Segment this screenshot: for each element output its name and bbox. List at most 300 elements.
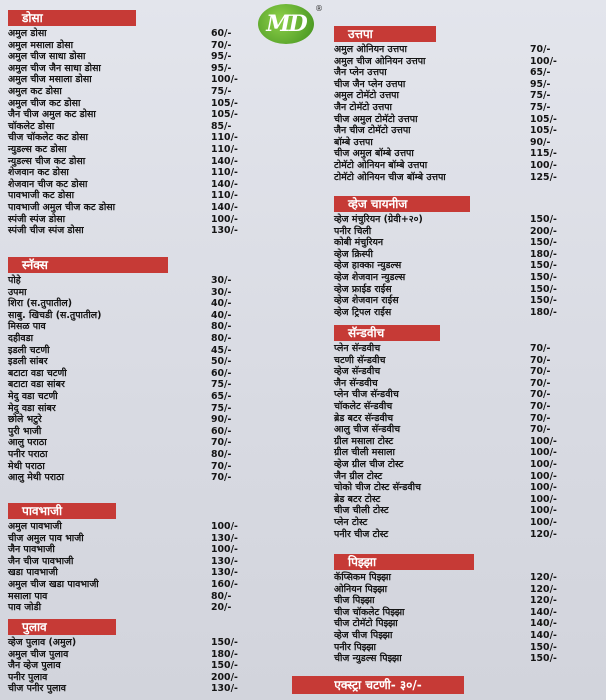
menu-item: [8, 521, 248, 533]
item-price: 105/-: [211, 97, 238, 109]
menu-item: [334, 125, 574, 137]
item-price: 95/-: [211, 62, 232, 74]
item-list: [334, 343, 574, 540]
item-name: अमुल चीज पुलाव: [8, 648, 69, 660]
menu-item: [334, 436, 574, 448]
menu-item: [334, 79, 574, 91]
item-name: व्हेज हाक्का न्युडल्स: [334, 260, 402, 272]
item-name: पावभाजी अमुल चीज कट डोसा: [8, 201, 116, 213]
item-name: स्पंजी स्पंज डोसा: [8, 213, 66, 225]
menu-item: [8, 74, 248, 86]
menu-item: [334, 618, 574, 630]
item-name: चीज पनीर पुलाव: [8, 683, 66, 695]
item-name: चॉकलेट सॅन्डवीच: [334, 400, 393, 412]
menu-item: [8, 683, 248, 695]
item-price: 160/-: [211, 578, 238, 590]
item-price: 70/-: [530, 44, 551, 55]
item-name: जैन चीज अमुल कट डोसा: [8, 109, 96, 121]
item-list: [334, 214, 574, 318]
menu-item: [8, 202, 248, 214]
item-price: 60/-: [211, 28, 232, 39]
item-price: 150/-: [530, 641, 557, 653]
item-price: 80/-: [211, 332, 232, 344]
menu-item: [334, 653, 574, 665]
menu-item: [8, 356, 248, 368]
item-name: कॅप्सिकम पिझ्झा: [334, 572, 391, 583]
item-price: 180/-: [530, 306, 557, 318]
menu-item: [334, 607, 574, 619]
item-price: 100/-: [530, 505, 557, 517]
item-name: अमुल चीज ओनियन उत्तपा: [334, 55, 426, 67]
section-title: व्हेज चायनीज: [334, 196, 470, 212]
section-title: पुलाव: [8, 619, 116, 635]
menu-item: [8, 40, 248, 52]
item-price: 150/-: [530, 214, 557, 225]
item-price: 110/-: [211, 190, 238, 202]
menu-item: [334, 584, 574, 596]
item-price: 130/-: [211, 567, 238, 579]
item-name: पनीर चीज टोस्ट: [334, 528, 389, 540]
menu-item: [334, 214, 574, 226]
item-name: व्हेज शेजवान न्युडल्स: [334, 271, 406, 283]
section-pulav: [8, 619, 248, 695]
item-name: जैन चीज टोमॅटो उत्तपा: [334, 125, 411, 137]
item-price: 70/-: [530, 400, 551, 412]
menu-item: [334, 249, 574, 261]
item-list: [334, 44, 574, 183]
menu-item: [8, 403, 248, 415]
menu-item: [8, 156, 248, 168]
item-name: अमुल चीज मसाला डोसा: [8, 74, 92, 86]
menu-item: [8, 660, 248, 672]
item-price: 65/-: [530, 67, 551, 79]
item-name: ओनियन पिझ्झा: [334, 583, 388, 595]
menu-item: [8, 649, 248, 661]
item-price: 60/-: [211, 425, 232, 437]
menu-item: [334, 67, 574, 79]
menu-item: [8, 472, 248, 484]
item-price: 50/-: [211, 356, 232, 368]
item-price: 100/-: [211, 213, 238, 225]
item-name: जैन चीज पावभाजी: [8, 555, 74, 567]
item-price: 130/-: [211, 555, 238, 567]
menu-item: [334, 114, 574, 126]
item-price: 115/-: [530, 148, 557, 160]
section-title: पिझ्झा: [334, 554, 474, 570]
item-price: 120/-: [530, 595, 557, 607]
item-price: 70/-: [530, 389, 551, 401]
item-name: इडली चटणी: [8, 344, 50, 356]
menu-item: [334, 226, 574, 238]
menu-item: [8, 121, 248, 133]
menu-item: [334, 389, 574, 401]
menu-item: [334, 424, 574, 436]
item-price: 150/-: [530, 283, 557, 295]
item-price: 110/-: [211, 143, 238, 155]
item-name: चीज चॉकलेट कट डोसा: [8, 132, 88, 144]
item-name: अमुल चीज साधा डोसा: [8, 51, 86, 63]
item-price: 130/-: [211, 225, 238, 237]
item-name: प्लेन सॅन्डवीच: [334, 343, 381, 354]
menu-item: [8, 298, 248, 310]
item-price: 70/-: [530, 412, 551, 424]
menu-item: [334, 401, 574, 413]
item-name: जैन पावभाजी: [8, 544, 55, 556]
item-name: पुरी भाजी: [8, 425, 42, 437]
item-price: 110/-: [211, 167, 238, 179]
menu-item: [8, 321, 248, 333]
section-snacks: [8, 257, 248, 484]
section-sandwich: [334, 325, 574, 540]
item-price: 140/-: [530, 629, 557, 641]
item-name: न्युडल्स चीज कट डोसा: [8, 155, 86, 167]
item-name: मेदु वडा चटणी: [8, 390, 58, 402]
item-price: 65/-: [211, 390, 232, 402]
item-name: खडा पावभाजी: [8, 567, 58, 579]
menu-item: [8, 391, 248, 403]
item-price: 75/-: [530, 90, 551, 102]
item-name: जैन व्हेज पुलाव: [8, 660, 61, 672]
item-name: जैन टोमॅटो उत्तपा: [334, 101, 392, 113]
menu-item: [8, 28, 248, 40]
item-name: पनीर चिली: [334, 225, 372, 237]
item-name: टोमॅटो ओनियन बॉम्बे उत्तपा: [334, 159, 428, 171]
item-name: व्हेज सॅन्डवीच: [334, 366, 381, 378]
item-name: व्हेज ग्रील चीज टोस्ट: [334, 458, 404, 470]
item-name: व्हेज क्रिस्पी: [334, 248, 373, 260]
menu-item: [8, 567, 248, 579]
menu-item: [8, 310, 248, 322]
item-name: शिरा (स.तुपातील): [8, 298, 73, 310]
menu-item: [334, 447, 574, 459]
item-price: 150/-: [211, 660, 238, 672]
item-price: 95/-: [530, 78, 551, 90]
item-name: आलु मेथी पराठा: [8, 472, 64, 484]
item-price: 95/-: [211, 51, 232, 63]
item-price: 80/-: [211, 321, 232, 333]
item-price: 100/-: [530, 435, 557, 447]
menu-item: [334, 44, 574, 56]
menu-item: [8, 556, 248, 568]
item-price: 105/-: [530, 113, 557, 125]
item-price: 200/-: [211, 671, 238, 683]
item-price: 100/-: [530, 470, 557, 482]
item-name: चीज चॉकलेट पिझ्झा: [334, 606, 405, 618]
item-price: 70/-: [530, 343, 551, 354]
item-price: 150/-: [530, 295, 557, 307]
menu-item: [8, 275, 248, 287]
item-price: 110/-: [211, 132, 238, 144]
menu-item: [334, 459, 574, 471]
item-name: ब्रेड बटर टोस्ट: [334, 493, 381, 505]
item-name: मेदु वडा सांबर: [8, 402, 56, 414]
item-name: पाव जोडी: [8, 602, 42, 614]
menu-item: [8, 544, 248, 556]
item-name: बटाटा वडा सांबर: [8, 379, 65, 391]
item-name: व्हेज शेजवान राईस: [334, 295, 399, 307]
item-price: 120/-: [530, 528, 557, 540]
item-name: चॉकलेट डोसा: [8, 120, 55, 132]
item-name: प्लेन चीज सॅन्डवीच: [334, 389, 399, 401]
item-price: 100/-: [530, 447, 557, 459]
menu-item: [334, 572, 574, 584]
item-name: चीज अमुल पाव भाजी: [8, 532, 84, 544]
section-title: पावभाजी: [8, 503, 116, 519]
item-price: 90/-: [211, 414, 232, 426]
item-name: अमुल पावभाजी: [8, 521, 62, 532]
item-name: चीज पिझ्झा: [334, 595, 375, 607]
menu-item: [334, 366, 574, 378]
menu-item: [334, 237, 574, 249]
item-name: स्पंजी चीज स्पंज डोसा: [8, 225, 84, 237]
item-name: ग्रील चीली मसाला: [334, 447, 395, 459]
item-price: 40/-: [211, 298, 232, 310]
item-price: 100/-: [530, 458, 557, 470]
item-price: 40/-: [211, 309, 232, 321]
section-title: उत्तपा: [334, 26, 436, 42]
item-price: 75/-: [530, 101, 551, 113]
menu-item: [8, 379, 248, 391]
item-price: 100/-: [530, 159, 557, 171]
item-price: 75/-: [211, 85, 232, 97]
item-price: 70/-: [211, 39, 232, 51]
menu-item: [334, 471, 574, 483]
menu-item: [334, 56, 574, 68]
item-price: 100/-: [211, 74, 238, 86]
menu-item: [8, 333, 248, 345]
item-price: 140/-: [211, 178, 238, 190]
item-name: अमुल चीज जैन साधा डोसा: [8, 62, 101, 74]
item-price: 140/-: [530, 618, 557, 630]
item-name: चीज अमुल बॉम्बे उत्तपा: [334, 148, 414, 160]
menu-item: [8, 51, 248, 63]
item-list: [8, 637, 248, 695]
menu-item: [8, 63, 248, 75]
item-price: 30/-: [211, 286, 232, 298]
item-price: 130/-: [211, 532, 238, 544]
item-price: 125/-: [530, 171, 557, 183]
menu-item: [334, 595, 574, 607]
item-name: चीज जैन प्लेन उत्तपा: [334, 78, 406, 90]
menu-item: [8, 437, 248, 449]
item-name: पोहे: [8, 275, 21, 286]
item-name: व्हेज पुलाव (अमुल): [8, 637, 77, 648]
menu-item: [8, 214, 248, 226]
item-name: चीज टोमॅटो पिझ्झा: [334, 618, 398, 630]
item-name: जैन ग्रील टोस्ट: [334, 470, 383, 482]
menu-item: [8, 167, 248, 179]
section-chinese: [334, 196, 574, 318]
menu-item: [8, 98, 248, 110]
section-uttapa: [334, 26, 574, 183]
item-price: 70/-: [530, 354, 551, 366]
menu-item: [8, 461, 248, 473]
item-list: [8, 521, 248, 614]
item-name: अमुल ओनियन उत्तपा: [334, 44, 407, 55]
item-name: व्हेज ट्रिपल राईस: [334, 306, 392, 318]
item-price: 90/-: [530, 136, 551, 148]
item-price: 150/-: [211, 637, 238, 648]
item-price: 150/-: [530, 237, 557, 249]
item-name: उपमा: [8, 286, 27, 298]
item-price: 180/-: [530, 248, 557, 260]
menu-item: [334, 413, 574, 425]
item-price: 100/-: [530, 482, 557, 494]
menu-item: [8, 449, 248, 461]
menu-item: [8, 225, 248, 237]
menu-item: [334, 284, 574, 296]
item-name: अमुल चीज खडा पावभाजी: [8, 578, 99, 590]
item-name: चीज न्युडल्स पिझ्झा: [334, 653, 402, 665]
menu-item: [334, 630, 574, 642]
item-name: अमुल कट डोसा: [8, 85, 62, 97]
item-price: 30/-: [211, 275, 232, 286]
section-title: डोसा: [8, 10, 136, 26]
item-price: 100/-: [211, 521, 238, 532]
menu-item: [8, 426, 248, 438]
item-price: 200/-: [530, 225, 557, 237]
item-name: चटणी सॅन्डवीच: [334, 354, 386, 366]
item-name: चीज चीली टोस्ट: [334, 505, 389, 517]
item-price: 140/-: [211, 201, 238, 213]
item-price: 70/-: [211, 437, 232, 449]
item-name: शेजवान कट डोसा: [8, 167, 69, 179]
registered-mark: ®: [315, 4, 323, 13]
item-name: आलु चीज सॅन्डवीच: [334, 424, 401, 436]
item-name: कोबी मंचुरियन: [334, 237, 384, 249]
item-price: 75/-: [211, 402, 232, 414]
item-price: 45/-: [211, 344, 232, 356]
item-name: बॉम्बे उत्तपा: [334, 136, 373, 148]
item-name: दहीवडा: [8, 332, 34, 344]
item-price: 140/-: [211, 155, 238, 167]
section-title: स्नॅक्स: [8, 257, 168, 273]
item-name: मसाला पाव: [8, 590, 48, 602]
item-name: टोमॅटो ओनियन चीज बॉम्बे उत्तपा: [334, 171, 446, 183]
item-list: [8, 275, 248, 484]
menu-item: [8, 368, 248, 380]
item-name: शेजवान चीज कट डोसा: [8, 178, 88, 190]
menu-item: [8, 672, 248, 684]
menu-item: [8, 602, 248, 614]
item-name: जैन सॅन्डवीच: [334, 377, 378, 389]
item-name: छोले भटुरे: [8, 414, 42, 426]
item-price: 150/-: [530, 260, 557, 272]
menu-item: [334, 517, 574, 529]
section-pavbhaji: [8, 503, 248, 614]
menu-item: [334, 343, 574, 355]
menu-item: [334, 160, 574, 172]
item-name: व्हेज फ्राईड राईस: [334, 283, 392, 295]
item-name: अमुल डोसा: [8, 28, 47, 39]
menu-item: [8, 533, 248, 545]
item-price: 70/-: [530, 424, 551, 436]
menu-item: [334, 137, 574, 149]
item-price: 105/-: [530, 125, 557, 137]
extra-chutney-banner: एक्स्ट्रा चटणी- ३०/-: [292, 676, 464, 694]
item-name: न्युडल्स कट डोसा: [8, 143, 67, 155]
menu-item: [334, 260, 574, 272]
menu-item: [8, 414, 248, 426]
menu-item: [8, 190, 248, 202]
item-name: पनीर पराठा: [8, 448, 48, 460]
item-price: 140/-: [530, 606, 557, 618]
menu-item: [334, 148, 574, 160]
menu-item: [334, 102, 574, 114]
menu-item: [334, 482, 574, 494]
item-price: 100/-: [530, 516, 557, 528]
menu-item: [8, 179, 248, 191]
item-name: अमुल मसाला डोसा: [8, 39, 74, 51]
item-name: प्लेन टोस्ट: [334, 516, 368, 528]
item-name: पनीर पिझ्झा: [334, 641, 376, 653]
menu-item: [8, 591, 248, 603]
item-price: 150/-: [530, 653, 557, 665]
menu-item: [334, 355, 574, 367]
item-name: व्हेज चीज पिझ्झा: [334, 629, 393, 641]
item-name: पावभाजी कट डोसा: [8, 190, 75, 202]
menu-item: [334, 307, 574, 319]
item-name: बटाटा वडा चटणी: [8, 367, 67, 379]
item-name: पनीर पुलाव: [8, 671, 48, 683]
item-price: 130/-: [211, 683, 238, 695]
menu-item: [8, 345, 248, 357]
menu-item: [8, 132, 248, 144]
menu-item: [334, 642, 574, 654]
menu-item: [334, 494, 574, 506]
item-price: 70/-: [211, 460, 232, 472]
section-dosa: [8, 10, 248, 237]
item-list: [8, 28, 248, 237]
section-title: सॅन्डवीच: [334, 325, 440, 341]
menu-item: [334, 272, 574, 284]
item-price: 100/-: [530, 55, 557, 67]
item-price: 80/-: [211, 448, 232, 460]
item-name: ग्रील मसाला टोस्ट: [334, 435, 394, 447]
item-price: 100/-: [211, 544, 238, 556]
item-price: 100/-: [530, 493, 557, 505]
item-name: अमुल चीज कट डोसा: [8, 97, 81, 109]
item-name: चोको चीज टोस्ट सॅन्डवीच: [334, 482, 421, 494]
item-price: 150/-: [530, 271, 557, 283]
item-price: 180/-: [211, 648, 238, 660]
item-name: साबु. खिचडी (स.तुपातील): [8, 309, 102, 321]
item-name: व्हेज मंचुरियन (ग्रेवी+२०): [334, 214, 423, 225]
item-price: 70/-: [530, 366, 551, 378]
menu-item: [334, 378, 574, 390]
item-name: चीज अमुल टोमॅटो उत्तपा: [334, 113, 418, 125]
item-name: जैन प्लेन उत्तपा: [334, 67, 387, 79]
item-price: 120/-: [530, 583, 557, 595]
menu-item: [8, 144, 248, 156]
item-price: 70/-: [211, 472, 232, 484]
item-name: ब्रेड बटर सॅन्डवीच: [334, 412, 394, 424]
menu-item: [334, 90, 574, 102]
item-price: 105/-: [211, 109, 238, 121]
item-price: 70/-: [530, 377, 551, 389]
md-logo: MD: [258, 4, 314, 44]
menu-item: [8, 109, 248, 121]
item-price: 120/-: [530, 572, 557, 583]
item-price: 75/-: [211, 379, 232, 391]
item-price: 80/-: [211, 590, 232, 602]
menu-item: [8, 86, 248, 98]
item-name: मेथी पराठा: [8, 460, 45, 472]
item-price: 20/-: [211, 602, 232, 614]
menu-item: [334, 172, 574, 184]
item-price: 60/-: [211, 367, 232, 379]
item-name: आलु पराठा: [8, 437, 47, 449]
